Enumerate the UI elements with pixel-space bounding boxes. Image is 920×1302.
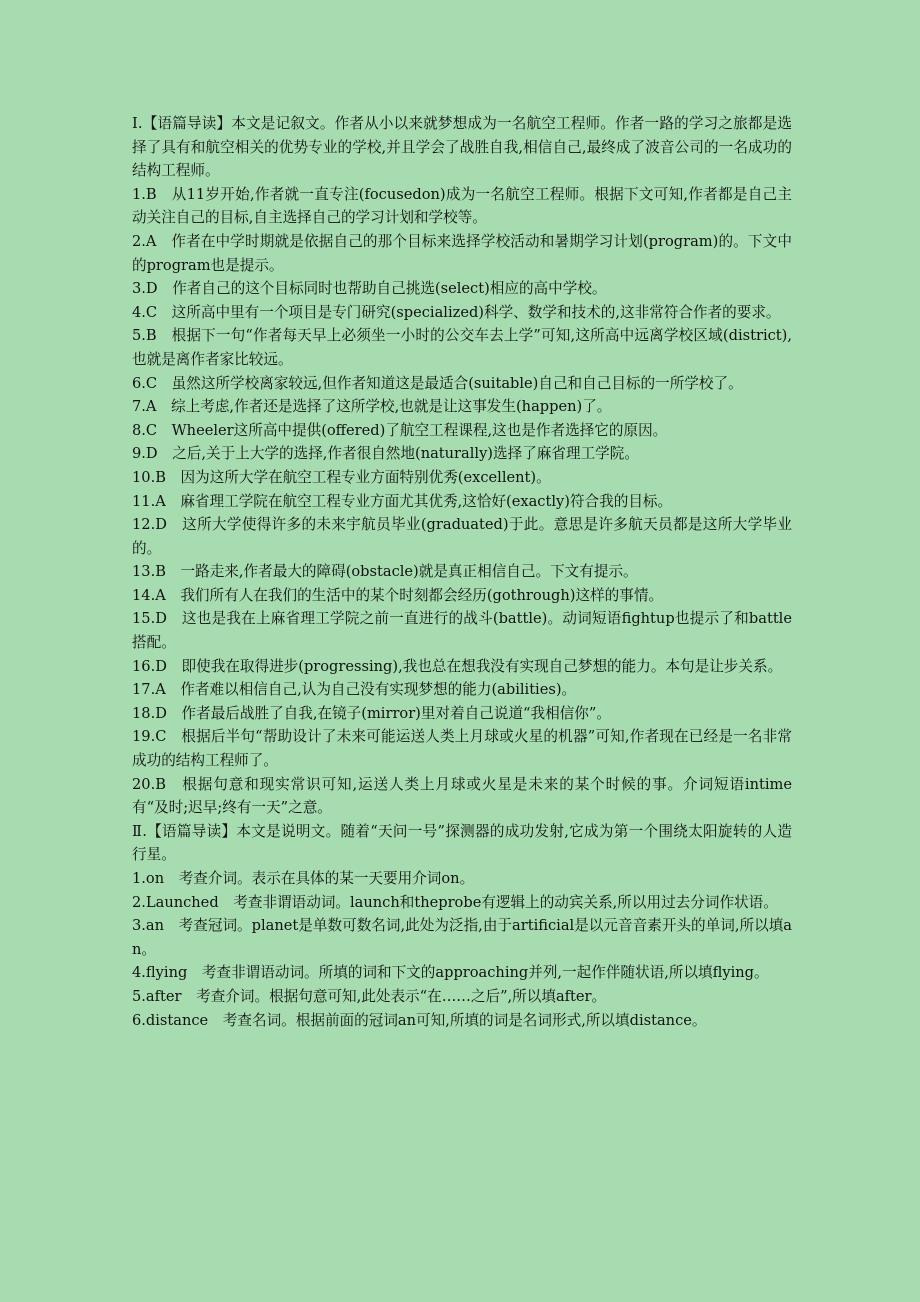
answer-1-2: 2.A 作者在中学时期就是依据自己的那个目标来选择学校活动和暑期学习计划(program)的。下文中的program也是提示。 bbox=[132, 232, 792, 274]
section-2-intro: Ⅱ.【语篇导读】本文是说明文。随着“天问一号”探测器的成功发射,它成为第一个围绕太阳旋转的人造行星。 bbox=[132, 822, 792, 864]
answer-2-3: 3.an 考查冠词。planet是单数可数名词,此处为泛指,由于artificial是以元音音素开头的单词,所以填an。 bbox=[132, 917, 792, 958]
answer-1-18: 18.D 作者最后战胜了自我,在镜子(mirror)里对着自己说道“我相信你”。 bbox=[132, 704, 611, 722]
answer-document bbox=[132, 112, 792, 1032]
answer-1-6: 6.C 虽然这所学校离家较远,但作者知道这是最适合(suitable)自己和自己目标的一所学校了。 bbox=[132, 374, 743, 392]
answer-1-4: 4.C 这所高中里有一个项目是专门研究(specialized)科学、数学和技术的,这非常符合作者的要求。 bbox=[132, 303, 781, 321]
answer-1-9: 9.D 之后,关于上大学的选择,作者很自然地(naturally)选择了麻省理工学院。 bbox=[132, 445, 639, 463]
answer-1-19: 19.C 根据后半句“帮助设计了未来可能运送人类上月球或火星的机器”可知,作者现在已经是一名非常成功的结构工程师了。 bbox=[132, 728, 792, 770]
answer-1-5: 5.B 根据下一句“作者每天早上必须坐一小时的公交车去上学”可知,这所高中远离学校区域(district),也就是离作者家比较远。 bbox=[132, 327, 792, 368]
answer-1-10: 10.B 因为这所大学在航空工程专业方面特别优秀(excellent)。 bbox=[132, 468, 551, 486]
answer-1-7: 7.A 综上考虑,作者还是选择了这所学校,也就是让这事发生(happen)了。 bbox=[132, 398, 612, 416]
answer-1-1: 1.B 从11岁开始,作者就一直专注(focusedon)成为一名航空工程师。根据下文可知,作者都是自己主动关注自己的目标,自主选择自己的学习计划和学校等。 bbox=[132, 185, 792, 227]
answer-1-15: 15.D 这也是我在上麻省理工学院之前一直进行的战斗(battle)。动词短语fightup也提示了和battle搭配。 bbox=[132, 610, 792, 652]
answer-1-11: 11.A 麻省理工学院在航空工程专业方面尤其优秀,这恰好(exactly)符合我的目标。 bbox=[132, 492, 673, 510]
answer-1-3: 3.D 作者自己的这个目标同时也帮助自己挑选(select)相应的高中学校。 bbox=[132, 280, 607, 298]
answer-2-1: 1.on 考查介词。表示在具体的某一天要用介词on。 bbox=[132, 870, 475, 887]
answer-1-14: 14.A 我们所有人在我们的生活中的某个时刻都会经历(gothrough)这样的事情。 bbox=[132, 586, 664, 604]
answer-1-8: 8.C Wheeler这所高中提供(offered)了航空工程课程,这也是作者选择它的原因。 bbox=[132, 421, 668, 439]
answer-1-20: 20.B 根据句意和现实常识可知,运送人类上月球或火星是未来的某个时候的事。介词短语intime有“及时;迟早;终有一天”之意。 bbox=[132, 775, 792, 817]
answer-1-16: 16.D 即使我在取得进步(progressing),我也总在想我没有实现自己梦想的能力。本句是让步关系。 bbox=[132, 657, 783, 675]
answer-1-12: 12.D 这所大学使得许多的未来宇航员毕业(graduated)于此。意思是许多航天员都是这所大学毕业的。 bbox=[132, 516, 792, 557]
answer-2-6: 6.distance 考查名词。根据前面的冠词an可知,所填的词是名词形式,所以填distance。 bbox=[132, 1011, 707, 1029]
section-1-intro: Ⅰ.【语篇导读】本文是记叙文。作者从小以来就梦想成为一名航空工程师。作者一路的学习之旅都是选择了具有和航空相关的优势专业的学校,并且学会了战胜自我,相信自己,最终成了波音公司的一名成功的结构工程师。 bbox=[132, 115, 792, 180]
answer-2-2: 2.Launched 考查非谓语动词。launch和theprobe有逻辑上的动宾关系,所以用过去分词作状语。 bbox=[132, 893, 778, 911]
answer-2-4: 4.flying 考查非谓语动词。所填的词和下文的approaching并列,一起作伴随状语,所以填flying。 bbox=[132, 964, 769, 982]
answer-2-5: 5.after 考查介词。根据句意可知,此处表示“在……之后”,所以填after。 bbox=[132, 987, 607, 1005]
answer-1-17: 17.A 作者难以相信自己,认为自己没有实现梦想的能力(abilities)。 bbox=[132, 681, 577, 699]
answer-1-13: 13.B 一路走来,作者最大的障碍(obstacle)就是真正相信自己。下文有提示。 bbox=[132, 563, 638, 581]
